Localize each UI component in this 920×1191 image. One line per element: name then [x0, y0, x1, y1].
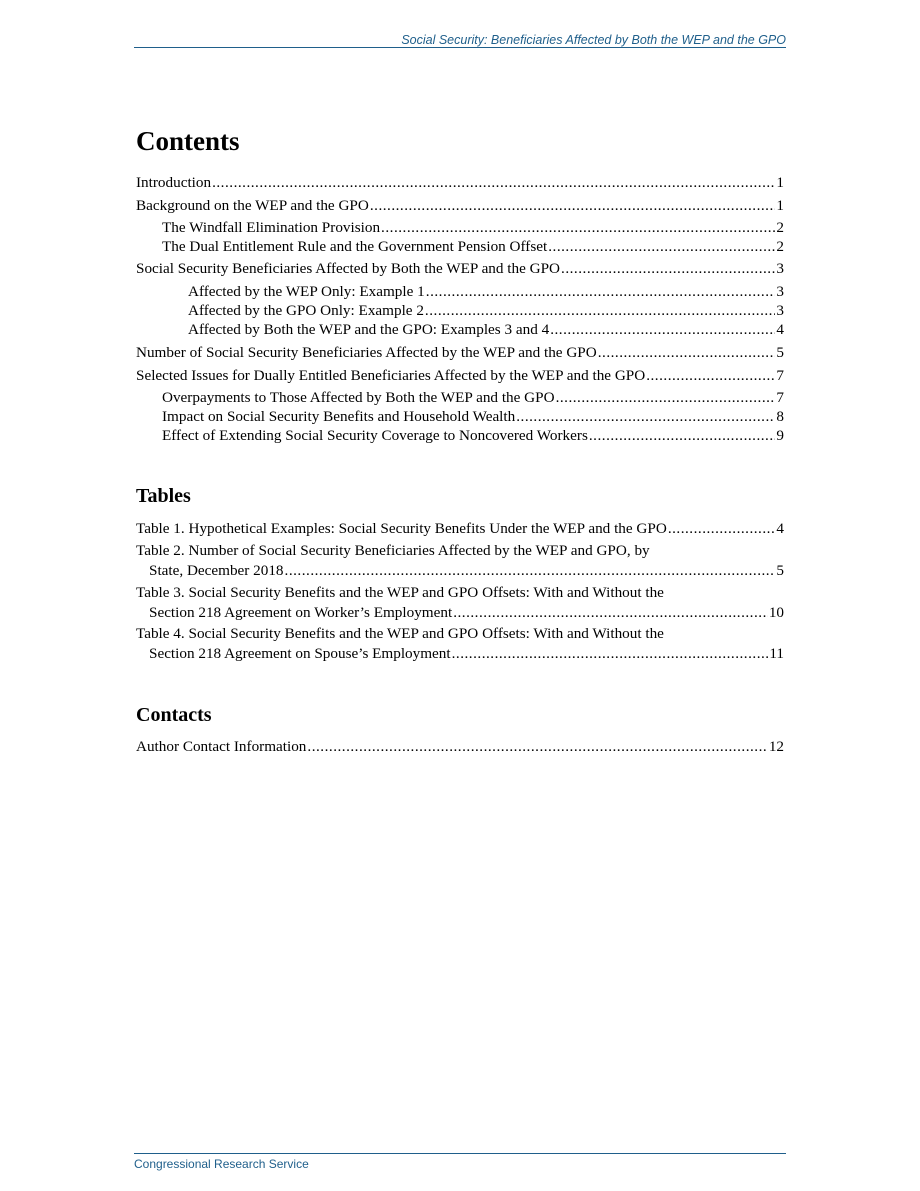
toc-entry-number-of-beneficiaries[interactable] [136, 343, 784, 363]
toc-entry-impact-on-benefits[interactable] [136, 407, 784, 427]
dot-leader [453, 603, 768, 623]
toc-entry-text-line-2: Section 218 Agreement on Spouse’s Employment [149, 645, 451, 662]
toc-entry-text: Affected by the WEP Only: Example 1 [188, 283, 425, 300]
toc-entry-background[interactable] [136, 196, 784, 216]
dot-leader [426, 282, 776, 302]
dot-leader [370, 196, 776, 216]
toc-entry-wep[interactable] [136, 218, 784, 238]
toc-page-number: 4 [776, 321, 784, 338]
toc-page-number: 5 [776, 562, 784, 579]
running-header: Social Security: Beneficiaries Affected by Both the WEP and the GPO [134, 32, 786, 48]
toc-entry-table-3[interactable] [136, 583, 784, 623]
running-footer: Congressional Research Service [134, 1153, 786, 1172]
tables-heading: Tables [136, 485, 191, 507]
dot-leader [381, 218, 775, 238]
toc-entry-text: Effect of Extending Social Security Coverage to Noncovered Workers [162, 427, 588, 444]
toc-entry-text: Selected Issues for Dually Entitled Beneficiaries Affected by the WEP and the GPO [136, 367, 646, 384]
toc-entry-text-line-1: Table 3. Social Security Benefits and the WEP and GPO Offsets: With and Without the [136, 584, 664, 601]
dot-leader [589, 426, 776, 446]
toc-entry-introduction[interactable] [136, 173, 784, 193]
toc-entry-text-line-1: Table 4. Social Security Benefits and the WEP and GPO Offsets: With and Without the [136, 625, 664, 642]
toc-page-number: 8 [776, 408, 784, 425]
toc-entry-text: Overpayments to Those Affected by Both the WEP and the GPO [162, 389, 555, 406]
toc-entry-text: Author Contact Information [136, 738, 307, 755]
dot-leader [516, 407, 775, 427]
toc-page-number: 5 [776, 344, 784, 361]
toc-entry-table-4[interactable] [136, 624, 784, 664]
toc-page-number: 2 [776, 219, 784, 236]
toc-page-number: 9 [776, 427, 784, 444]
dot-leader [452, 644, 769, 664]
toc-page-number: 7 [776, 389, 784, 406]
toc-page-number: 1 [776, 197, 784, 214]
toc-entry-text: The Dual Entitlement Rule and the Government Pension Offset [162, 238, 548, 255]
toc-entry-text: Affected by the GPO Only: Example 2 [188, 302, 424, 319]
toc-entry-text-line-1: Table 2. Number of Social Security Beneficiaries Affected by the WEP and GPO, by [136, 542, 650, 559]
dot-leader [548, 237, 775, 257]
toc-page-number: 7 [776, 367, 784, 384]
toc-entry-text: Impact on Social Security Benefits and Household Wealth [162, 408, 516, 425]
toc-page-number: 1 [776, 174, 784, 191]
toc-page-number: 2 [776, 238, 784, 255]
toc-entry-examples-3-4[interactable] [136, 320, 784, 340]
toc-page-number: 3 [776, 260, 784, 277]
toc-entry-text: Table 1. Hypothetical Examples: Social Security Benefits Under the WEP and the GPO [136, 520, 667, 537]
toc-entry-text-line-2: State, December 2018 [149, 562, 284, 579]
dot-leader [307, 737, 767, 757]
dot-leader [561, 259, 775, 279]
toc-entry-author-contact[interactable] [136, 737, 784, 757]
toc-entry-text: Background on the WEP and the GPO [136, 197, 369, 214]
contacts-heading: Contacts [136, 704, 212, 726]
toc-entry-selected-issues[interactable] [136, 366, 784, 386]
toc-entry-beneficiaries-affected[interactable] [136, 259, 784, 279]
toc-entry-table-1[interactable] [136, 519, 784, 539]
toc-entry-text: Affected by Both the WEP and the GPO: Examples 3 and 4 [188, 321, 550, 338]
dot-leader [285, 561, 776, 581]
dot-leader [425, 301, 775, 321]
toc-entry-example-2[interactable] [136, 301, 784, 321]
toc-entry-text-line-2: Section 218 Agreement on Worker’s Employment [149, 604, 453, 621]
dot-leader [550, 320, 775, 340]
toc-entry-table-2[interactable] [136, 541, 784, 581]
toc-entry-example-1[interactable] [136, 282, 784, 302]
toc-entry-extending-coverage[interactable] [136, 426, 784, 446]
toc-entry-text: Introduction [136, 174, 212, 191]
dot-leader [668, 519, 776, 539]
contents-heading: Contents [136, 126, 240, 156]
toc-page-number: 11 [769, 645, 784, 662]
dot-leader [212, 173, 775, 193]
toc-page-number: 3 [776, 302, 784, 319]
toc-page-number: 4 [776, 520, 784, 537]
toc-page-number: 12 [768, 738, 784, 755]
dot-leader [598, 343, 776, 363]
dot-leader [646, 366, 775, 386]
toc-page-number: 3 [776, 283, 784, 300]
toc-page-number: 10 [768, 604, 784, 621]
toc-entry-text: Social Security Beneficiaries Affected by Both the WEP and the GPO [136, 260, 561, 277]
toc-entry-text: Number of Social Security Beneficiaries Affected by the WEP and the GPO [136, 344, 597, 361]
toc-entry-overpayments[interactable] [136, 388, 784, 408]
dot-leader [556, 388, 776, 408]
toc-entry-text: The Windfall Elimination Provision [162, 219, 381, 236]
toc-entry-gpo[interactable] [136, 237, 784, 257]
